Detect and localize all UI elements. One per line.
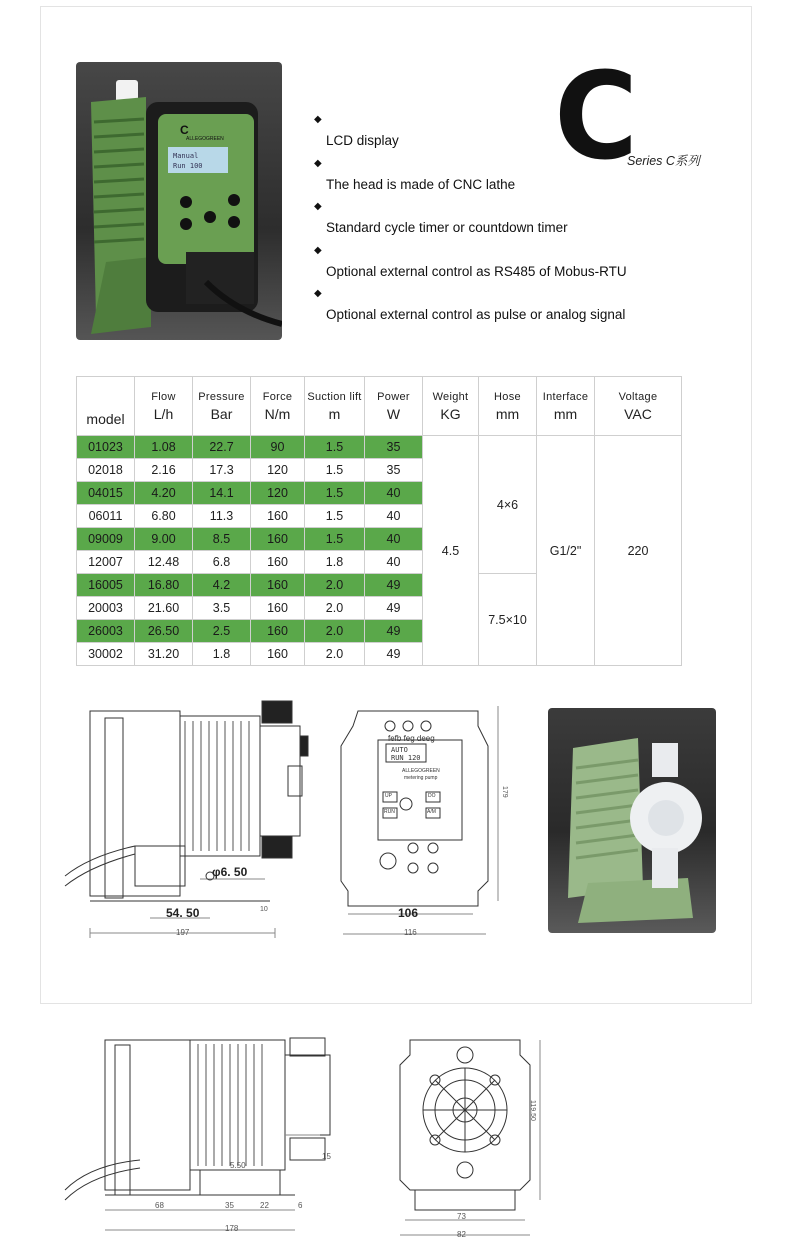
front-view-drawing [338,696,523,946]
cell-lift: 1.5 [305,482,365,505]
dim-15: 15 [322,1152,331,1161]
pump-photo-side-illustration [548,708,716,933]
dim-width: 197 [176,928,190,937]
cell-lift: 2.0 [305,597,365,620]
cell-model: 09009 [77,528,135,551]
col-header-hose: Hose mm [479,377,537,436]
dim-550: 5.50 [230,1161,246,1170]
cell-force: 160 [251,505,305,528]
cell-lift: 1.5 [305,528,365,551]
col-header-weight: Weight KG [423,377,479,436]
dim-68: 68 [155,1201,164,1210]
feature-item [314,245,644,289]
cell-flow: 4.20 [135,482,193,505]
side-view-drawing-2 [60,1030,360,1240]
cell-pressure: 4.2 [193,574,251,597]
cell-interface: G1/2" [537,436,595,666]
lcd-line-1: Manual [173,152,199,160]
cell-model: 01023 [77,436,135,459]
cell-lift: 1.8 [305,551,365,574]
cell-flow: 12.48 [135,551,193,574]
drawing-lcd-line-1: AUTO [391,746,408,754]
cell-flow: 9.00 [135,528,193,551]
dim-22: 22 [260,1201,269,1210]
series-logo-subtitle: Series C系列 [627,154,700,168]
cell-force: 160 [251,643,305,666]
cell-lift: 1.5 [305,436,365,459]
feature-text: Optional external control as RS485 of Mobus-RTU [326,263,627,279]
dim-116: 116 [404,928,417,937]
col-header-flow: Flow L/h [135,377,193,436]
dim-height: 179 [501,786,508,798]
cell-lift: 2.0 [305,620,365,643]
cell-power: 40 [365,551,423,574]
col-header-power: Power W [365,377,423,436]
cell-power: 49 [365,620,423,643]
cell-force: 160 [251,597,305,620]
btn-am-label: A/M [427,809,436,815]
cell-power: 49 [365,574,423,597]
svg-text:C: C [180,123,189,137]
diamond-bullet-icon: ◆ [314,244,322,256]
feature-text: LCD display [326,133,399,148]
cell-power: 40 [365,528,423,551]
col-header-suction-lift: Suction lift m [305,377,365,436]
cell-pressure: 1.8 [193,643,251,666]
dim-hole: φ6. 50 [212,865,248,879]
spec-table [76,376,682,666]
cell-pressure: 6.8 [193,551,251,574]
dim-height-2: 119.50 [529,1100,536,1121]
cell-model: 30002 [77,643,135,666]
cell-hose-a: 4×6 [479,436,537,574]
cell-power: 40 [365,482,423,505]
cell-pressure: 11.3 [193,505,251,528]
dim-35: 35 [225,1201,234,1210]
dim-small: 10 [260,906,268,913]
cell-force: 90 [251,436,305,459]
cell-power: 49 [365,597,423,620]
pump-photo-side [548,708,716,933]
cell-flow: 26.50 [135,620,193,643]
drawing-lcd-line-2: RUN 120 [391,754,421,762]
cell-model: 06011 [77,505,135,528]
cell-pressure: 22.7 [193,436,251,459]
side-view-drawing [60,696,310,946]
cell-pressure: 3.5 [193,597,251,620]
cell-lift: 2.0 [305,574,365,597]
feature-text: The head is made of CNC lathe [326,176,516,192]
dim-base: 54. 50 [166,906,200,920]
cell-power: 40 [365,505,423,528]
diamond-bullet-icon: ◆ [314,288,322,299]
cell-weight: 4.5 [423,436,479,666]
cell-flow: 31.20 [135,643,193,666]
cell-power: 49 [365,643,423,666]
feature-item [314,201,644,245]
cell-force: 120 [251,482,305,505]
cell-model: 26003 [77,620,135,643]
diamond-bullet-icon: ◆ [314,201,322,212]
dim-106: 106 [398,906,419,920]
cell-flow: 6.80 [135,505,193,528]
cell-force: 160 [251,574,305,597]
pump-photo-illustration [76,62,282,340]
col-header-voltage: Voltage VAC [595,377,682,436]
cell-pressure: 17.3 [193,459,251,482]
cell-pressure: 8.5 [193,528,251,551]
cell-pressure: 2.5 [193,620,251,643]
diamond-bullet-icon: ◆ [314,157,322,169]
cell-pressure: 14.1 [193,482,251,505]
cell-force: 160 [251,551,305,574]
cell-model: 04015 [77,482,135,505]
cell-force: 160 [251,528,305,551]
feature-item [314,288,644,332]
dim-73: 73 [457,1212,466,1221]
cell-flow: 21.60 [135,597,193,620]
cell-model: 20003 [77,597,135,620]
cell-flow: 2.16 [135,459,193,482]
cell-force: 120 [251,459,305,482]
panel-title: fefb feg deeg [388,734,435,743]
cell-lift: 1.5 [305,505,365,528]
drawing-subbrand: metering pump [404,775,438,781]
col-header-pressure: Pressure Bar [193,377,251,436]
cell-flow: 1.08 [135,436,193,459]
cell-hose-b: 7.5×10 [479,574,537,666]
cell-power: 35 [365,436,423,459]
feature-text: Optional external control as pulse or analog signal [326,307,626,322]
btn-run-label: RUN [384,809,395,815]
cell-model: 02018 [77,459,135,482]
dim-178: 178 [225,1224,239,1233]
table-header-row [77,377,682,436]
cell-lift: 2.0 [305,643,365,666]
cell-model: 12007 [77,551,135,574]
col-header-model: model [77,377,135,436]
pump-photo-front [76,62,282,340]
btn-up-label: UP [385,793,392,799]
cell-voltage: 220 [595,436,682,666]
dim-6: 6 [298,1201,303,1210]
btn-do-label: DO [428,793,436,799]
col-header-force: Force N/m [251,377,305,436]
brand-label: ALLEGOGREEN [186,136,224,142]
cell-lift: 1.5 [305,459,365,482]
front-view-drawing-2 [395,1030,555,1240]
cell-power: 35 [365,459,423,482]
table-row [77,436,682,459]
diamond-bullet-icon: ◆ [314,114,322,125]
feature-text: Standard cycle timer or countdown timer [326,220,568,235]
cell-flow: 16.80 [135,574,193,597]
lcd-line-2: Run 100 [173,162,203,170]
cell-model: 16005 [77,574,135,597]
dim-82: 82 [457,1230,466,1239]
series-logo-letter: C [554,48,638,187]
drawing-brand: ALLEGOGREEN [402,768,440,774]
cell-force: 160 [251,620,305,643]
col-header-interface: Interface mm [537,377,595,436]
